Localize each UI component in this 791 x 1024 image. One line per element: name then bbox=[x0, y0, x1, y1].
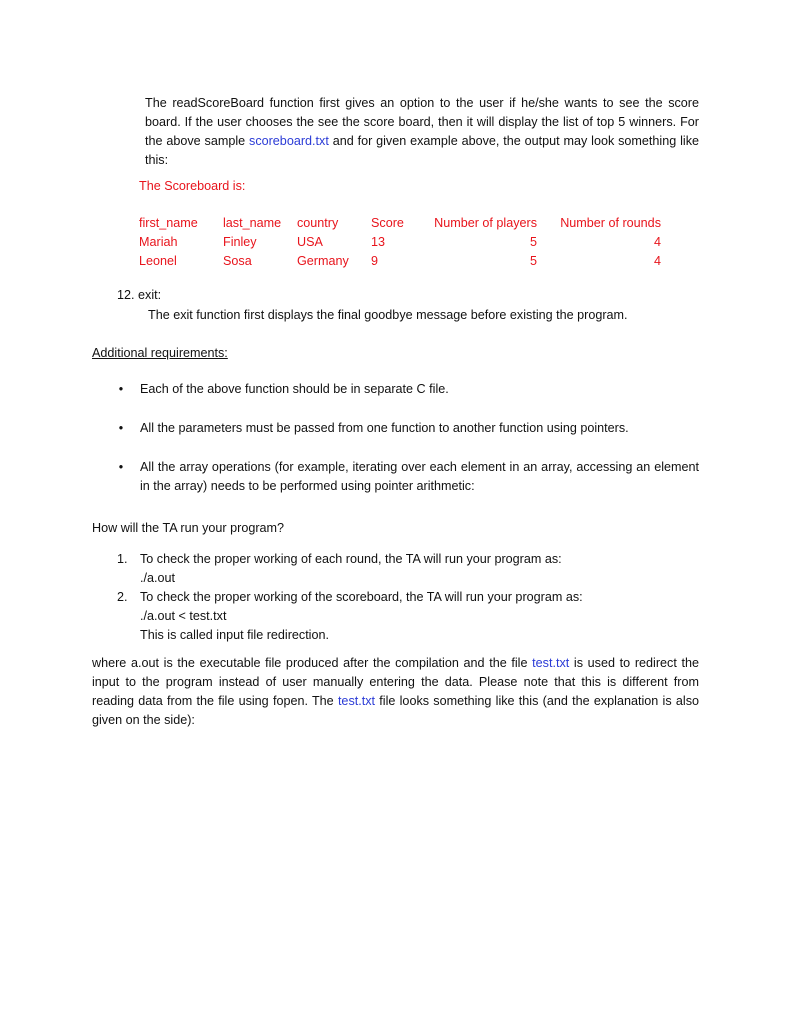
list-item bbox=[117, 550, 677, 588]
step-command: ./a.out bbox=[140, 571, 176, 585]
requirement-text: Each of the above function should be in separate C file. bbox=[140, 382, 449, 396]
bullet-icon: • bbox=[118, 460, 124, 474]
step-text: To check the proper working of the scoreboard, the TA will run your program as: bbox=[140, 590, 583, 604]
table-row bbox=[139, 233, 661, 252]
scoreboard-file-link: scoreboard.txt bbox=[249, 134, 329, 148]
col-first-name: first_name bbox=[139, 216, 198, 230]
closing-text-3: file looks something like this (and the explanation is also given on the side): bbox=[92, 694, 699, 727]
cell-number-of-rounds: 4 bbox=[653, 254, 661, 268]
closing-paragraph bbox=[92, 654, 699, 730]
list-item bbox=[115, 419, 699, 438]
test-file-link: test.txt bbox=[532, 656, 570, 670]
step-number: 1. bbox=[117, 552, 128, 566]
step-number: 2. bbox=[117, 590, 128, 604]
exit-item-label: exit: bbox=[138, 288, 162, 302]
exit-item-heading bbox=[117, 286, 161, 305]
list-item bbox=[117, 588, 677, 645]
col-score: Score bbox=[371, 216, 404, 230]
col-country: country bbox=[297, 216, 339, 230]
test-file-link: test.txt bbox=[337, 694, 376, 708]
cell-last-name: Sosa bbox=[223, 254, 252, 268]
bullet-icon: • bbox=[118, 382, 124, 396]
cell-number-of-players: 5 bbox=[529, 235, 537, 249]
exit-item-number: 12. bbox=[117, 288, 135, 302]
intro-text-before: The readScoreBoard function first gives an option to the user if he/she wants to see the score board. If the user chooses the see the score board, then it will display the list of top 5 winners. For the above sample bbox=[145, 96, 699, 148]
list-item bbox=[115, 380, 699, 399]
requirements-list bbox=[115, 380, 699, 496]
scoreboard-header-row bbox=[139, 214, 661, 233]
scoreboard-table bbox=[139, 214, 661, 271]
list-item bbox=[115, 458, 699, 496]
step-command: ./a.out < test.txt bbox=[140, 609, 227, 623]
cell-score: 13 bbox=[371, 235, 386, 249]
cell-first-name: Leonel bbox=[139, 254, 177, 268]
scoreboard-heading: The Scoreboard is: bbox=[139, 179, 246, 193]
cell-first-name: Mariah bbox=[139, 235, 178, 249]
requirement-text: All the parameters must be passed from one function to another function using pointers. bbox=[140, 421, 629, 435]
col-number-of-rounds: Number of rounds bbox=[560, 216, 661, 230]
col-number-of-players: Number of players bbox=[434, 216, 537, 230]
bullet-icon: • bbox=[118, 421, 124, 435]
closing-text-1: where a.out is the executable file produced after the compilation and the file bbox=[92, 656, 533, 670]
table-row bbox=[139, 252, 661, 271]
closing-text-2: is used to redirect the input to the program instead of user manually entering the data. Please note that this is different from reading data from the file using fopen. The bbox=[92, 656, 699, 708]
intro-paragraph bbox=[145, 94, 699, 170]
requirement-text: All the array operations (for example, iterating over each element in an array, accessing an element in the array) needs to be performed using pointer arithmetic: bbox=[140, 460, 699, 493]
step-text: To check the proper working of each round, the TA will run your program as: bbox=[140, 552, 562, 566]
exit-item-description: The exit function first displays the final goodbye message before existing the program. bbox=[148, 308, 628, 322]
cell-country: Germany bbox=[297, 254, 349, 268]
cell-last-name: Finley bbox=[223, 235, 257, 249]
additional-requirements-heading: Additional requirements: bbox=[92, 346, 228, 360]
cell-country: USA bbox=[297, 235, 323, 249]
how-heading: How will the TA run your program? bbox=[92, 521, 285, 535]
cell-score: 9 bbox=[371, 254, 379, 268]
cell-number-of-players: 5 bbox=[529, 254, 537, 268]
cell-number-of-rounds: 4 bbox=[653, 235, 661, 249]
col-last-name: last_name bbox=[223, 216, 282, 230]
intro-text-after: and for given example above, the output may look something like this: bbox=[145, 134, 699, 167]
steps-list bbox=[117, 550, 677, 645]
step-note: This is called input file redirection. bbox=[140, 628, 329, 642]
